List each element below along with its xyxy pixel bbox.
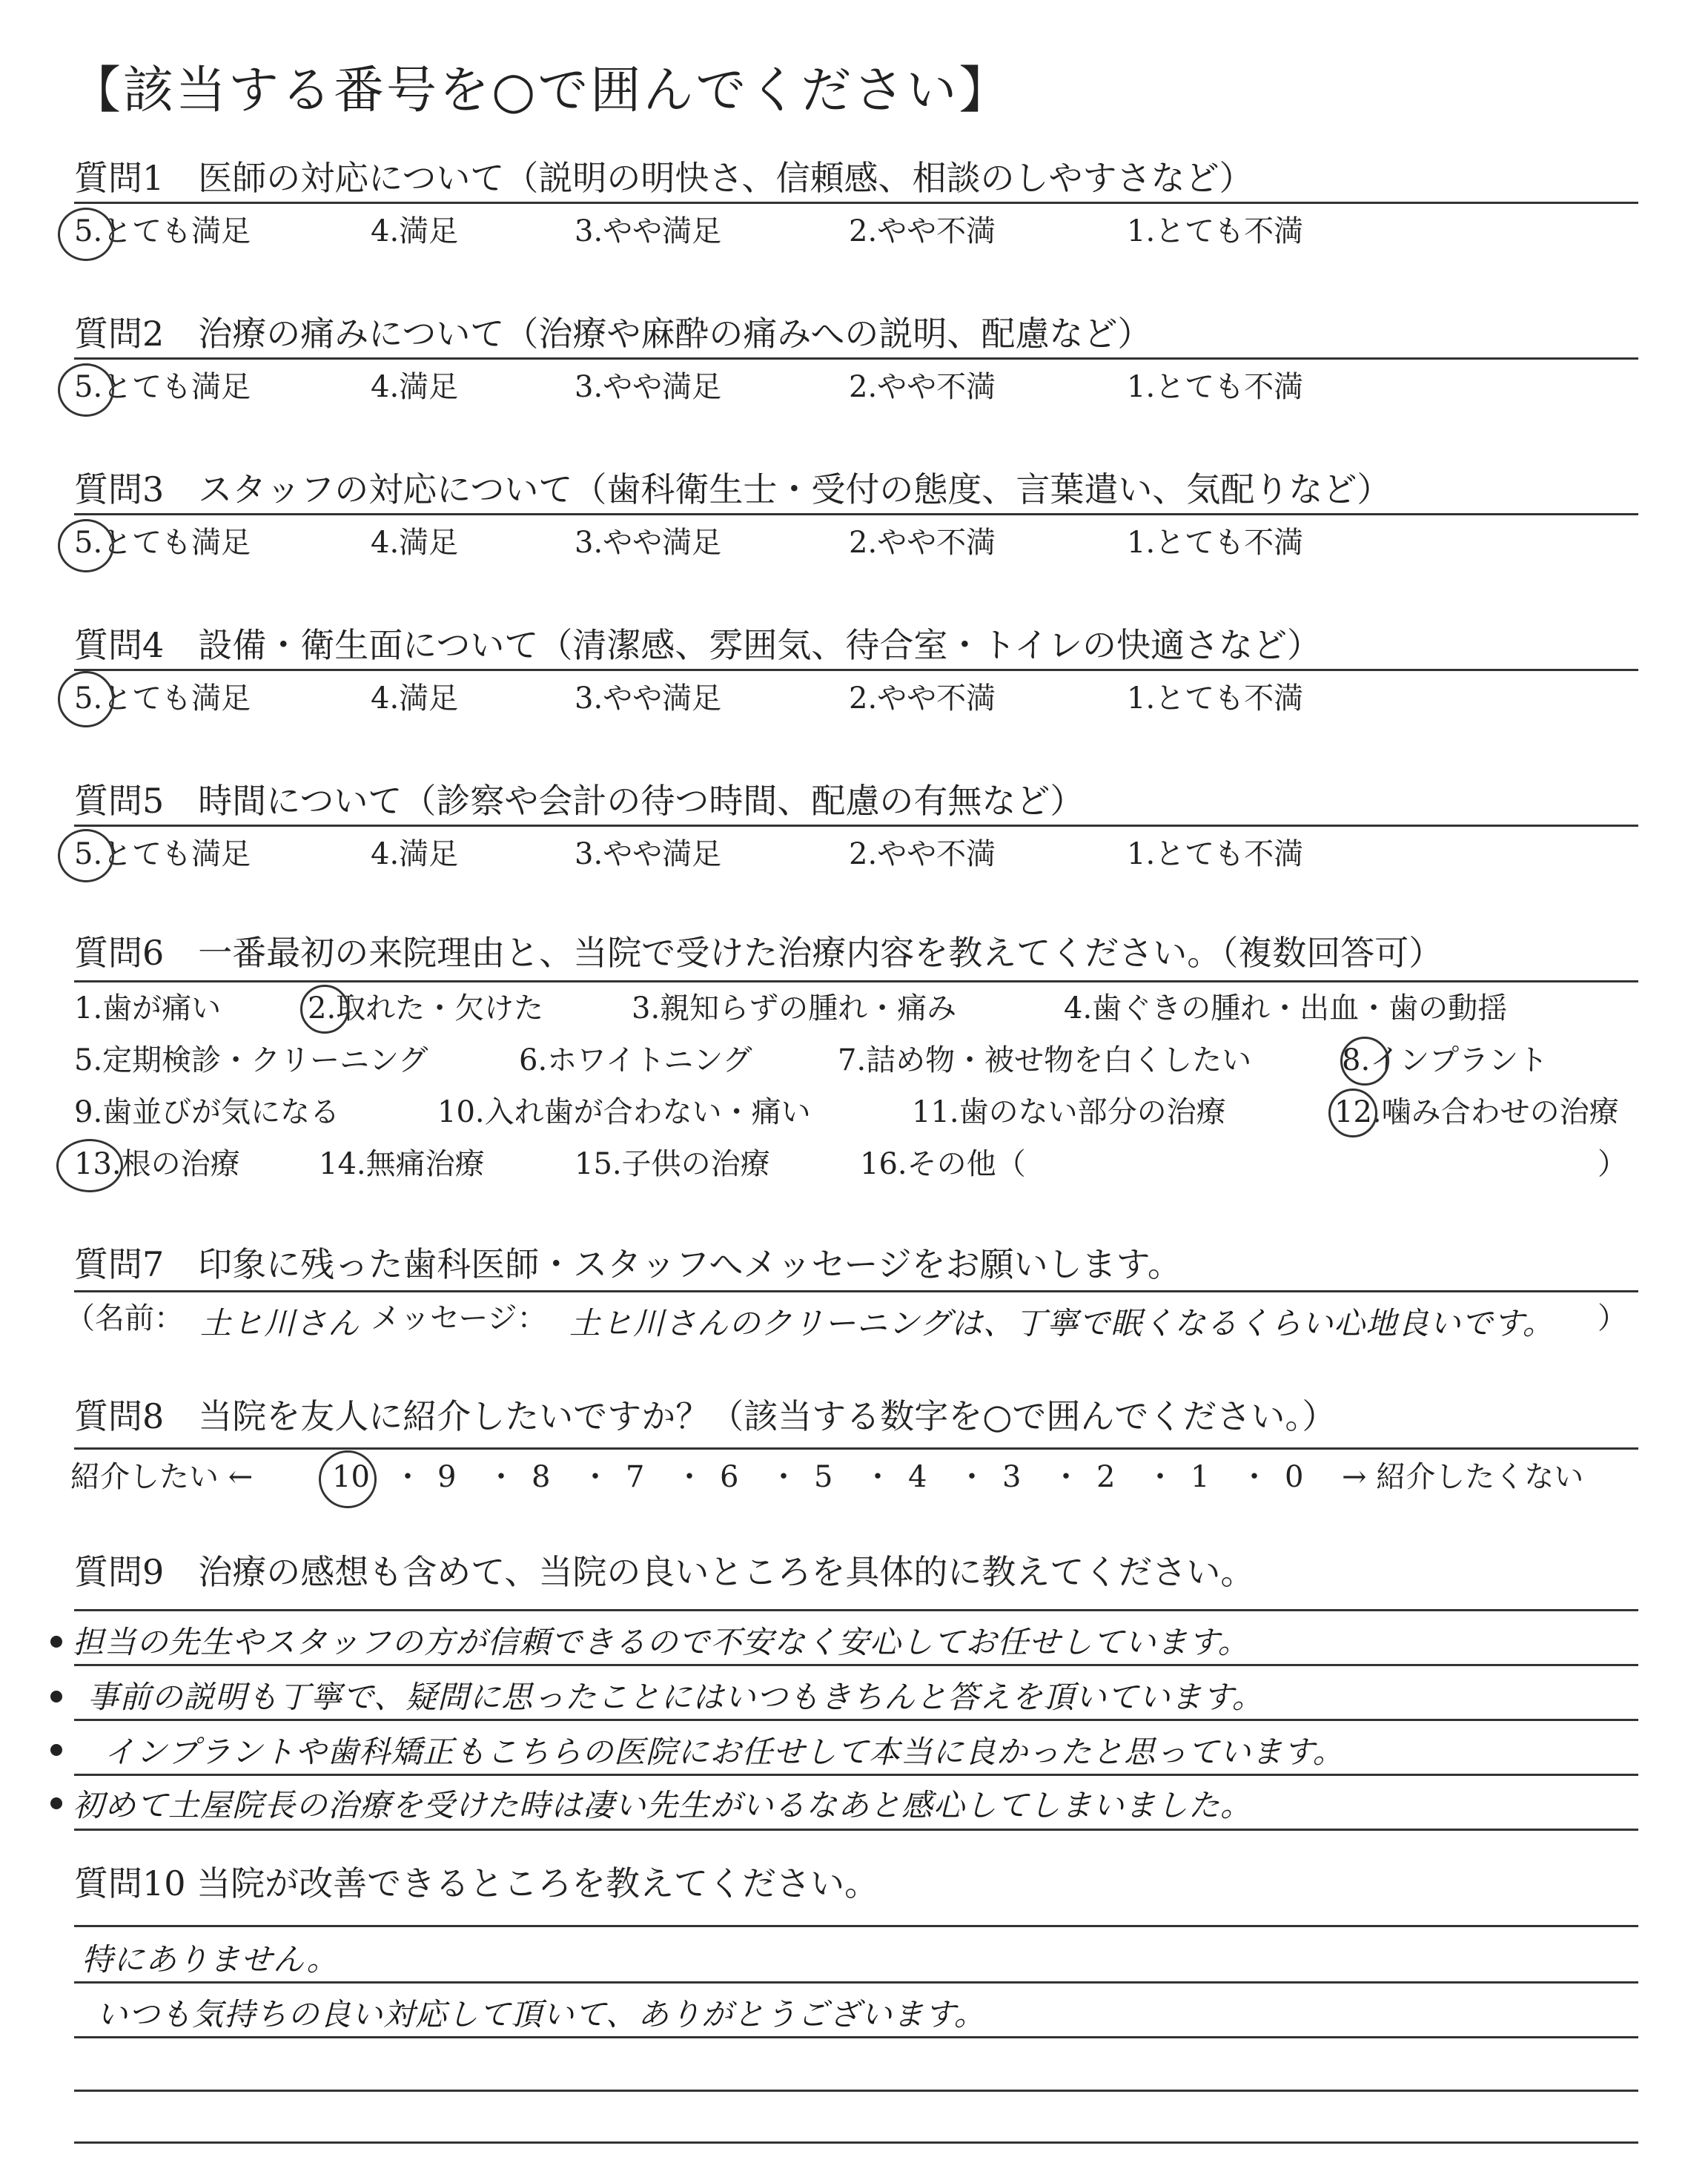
question-4 xyxy=(74,623,1638,667)
name-label: （名前： xyxy=(65,1301,184,1335)
option-5[interactable]: 5.とても満足 xyxy=(74,370,251,404)
option-implant[interactable]: 8.インプラント xyxy=(1342,1043,1549,1077)
answer-line xyxy=(74,1774,1638,1776)
name-value[interactable]: 土ヒ川さん xyxy=(200,1305,360,1341)
divider xyxy=(74,825,1638,827)
scale-dot: ・ xyxy=(957,1460,987,1494)
scale-10[interactable]: 10 xyxy=(332,1460,370,1494)
answer-line xyxy=(74,1609,1638,1611)
question-title: 質問6 一番最初の来院理由と、当院で受けた治療内容を教えてください。（複数回答可） xyxy=(74,933,1443,973)
selection-circle xyxy=(56,1139,123,1192)
option-checkup-cleaning[interactable]: 5.定期検診・クリーニング xyxy=(74,1043,428,1077)
option-3[interactable]: 3.やや満足 xyxy=(575,837,722,871)
question-8 xyxy=(74,1394,1638,1439)
options-row xyxy=(74,832,1638,876)
q6-row-4 xyxy=(74,1142,1638,1186)
question-5 xyxy=(74,779,1638,823)
question-title: 質問4 設備・衛生面について（清潔感、雰囲気、待合室・トイレの快適さなど） xyxy=(74,625,1322,665)
scale-5[interactable]: 5 xyxy=(814,1460,833,1494)
option-5[interactable]: 5.とても満足 xyxy=(74,526,251,560)
divider xyxy=(74,669,1638,671)
divider xyxy=(74,1290,1638,1292)
scale-left-label: 紹介したい ← xyxy=(70,1460,254,1494)
option-chipped[interactable]: 2.取れた・欠けた xyxy=(308,991,544,1025)
message-label: メッセージ： xyxy=(371,1301,547,1335)
option-2[interactable]: 2.やや不満 xyxy=(849,681,996,716)
option-2[interactable]: 2.やや不満 xyxy=(849,370,996,404)
option-white-fillings[interactable]: 7.詰め物・被せ物を白くしたい xyxy=(838,1043,1252,1077)
selection-circle xyxy=(1340,1037,1389,1086)
question-title: 質問10 当院が改善できるところを教えてください。 xyxy=(74,1863,879,1903)
selection-circle xyxy=(58,363,114,417)
scale-dot: ・ xyxy=(1145,1460,1175,1494)
q9-answer[interactable]: 担当の先生やスタッフの方が信頼できるので不安なく安心してお任せしています。 xyxy=(73,1624,1250,1660)
option-toothache[interactable]: 1.歯が痛い xyxy=(74,991,222,1025)
option-3[interactable]: 3.やや満足 xyxy=(575,214,722,248)
message-close-paren: ） xyxy=(1598,1301,1627,1335)
question-title: 質問5 時間について（診察や会計の待つ時間、配慮の有無など） xyxy=(74,781,1085,821)
option-other[interactable]: 16.その他（ xyxy=(860,1147,1026,1181)
scale-2[interactable]: 2 xyxy=(1096,1460,1116,1494)
scale-9[interactable]: 9 xyxy=(437,1460,457,1494)
option-4[interactable]: 4.満足 xyxy=(371,837,459,871)
q9-answer[interactable]: 事前の説明も丁寧で、疑問に思ったことにはいつもきちんと答えを頂いています。 xyxy=(87,1679,1264,1715)
option-wisdom-tooth[interactable]: 3.親知らずの腫れ・痛み xyxy=(632,991,957,1025)
option-dentures[interactable]: 10.入れ歯が合わない・痛い xyxy=(437,1095,811,1129)
option-painless[interactable]: 14.無痛治療 xyxy=(319,1147,485,1181)
question-1 xyxy=(74,156,1638,200)
scale-3[interactable]: 3 xyxy=(1002,1460,1022,1494)
option-missing-teeth[interactable]: 11.歯のない部分の治療 xyxy=(912,1095,1226,1129)
selection-circle xyxy=(58,671,114,727)
question-title: 質問8 当院を友人に紹介したいですか？（該当する数字を○で囲んでください。） xyxy=(74,1396,1337,1436)
scale-dot: ・ xyxy=(863,1460,893,1494)
option-4[interactable]: 4.満足 xyxy=(371,681,459,716)
selection-circle xyxy=(300,985,349,1034)
option-5[interactable]: 5.とても満足 xyxy=(74,214,251,248)
option-children[interactable]: 15.子供の治療 xyxy=(575,1147,770,1181)
scale-6[interactable]: 6 xyxy=(720,1460,739,1494)
option-1[interactable]: 1.とても不満 xyxy=(1127,681,1304,716)
option-3[interactable]: 3.やや満足 xyxy=(575,681,722,716)
scale-7[interactable]: 7 xyxy=(626,1460,645,1494)
answer-line xyxy=(74,2090,1638,2092)
q7-answer-row xyxy=(65,1296,1638,1341)
scale-dot: ・ xyxy=(675,1460,704,1494)
bullet-icon xyxy=(50,1797,62,1809)
answer-line xyxy=(74,1925,1638,1927)
scale-dot: ・ xyxy=(1051,1460,1081,1494)
selection-circle xyxy=(58,519,114,572)
option-bite[interactable]: 12.噛み合わせの治療 xyxy=(1334,1095,1619,1129)
question-10 xyxy=(74,1861,1638,1906)
options-row xyxy=(74,676,1638,721)
option-5[interactable]: 5.とても満足 xyxy=(74,681,251,716)
option-1[interactable]: 1.とても不満 xyxy=(1127,214,1304,248)
option-root-canal[interactable]: 13.根の治療 xyxy=(74,1147,240,1181)
divider xyxy=(74,980,1638,982)
recommend-scale xyxy=(70,1455,1638,1499)
option-5[interactable]: 5.とても満足 xyxy=(74,837,251,871)
divider xyxy=(74,357,1638,360)
question-7 xyxy=(74,1242,1638,1287)
q10-answer[interactable]: 特にありません。 xyxy=(82,1941,339,1978)
question-9 xyxy=(74,1550,1638,1594)
selection-circle xyxy=(319,1450,377,1508)
q9-answer[interactable]: インプラントや歯科矯正もこちらの医院にお任せして本当に良かったと思っています。 xyxy=(104,1734,1345,1770)
scale-right-label: → 紹介したくない xyxy=(1342,1460,1584,1494)
option-whitening[interactable]: 6.ホワイトニング xyxy=(519,1043,752,1077)
scale-1[interactable]: 1 xyxy=(1191,1460,1210,1494)
q6-row-3 xyxy=(74,1090,1638,1135)
question-title: 質問9 治療の感想も含めて、当院の良いところを具体的に教えてください。 xyxy=(74,1552,1255,1592)
q10-answer[interactable]: いつも気持ちの良い対応して頂いて、ありがとうございます。 xyxy=(96,1996,986,2032)
option-4[interactable]: 4.満足 xyxy=(371,370,459,404)
option-alignment[interactable]: 9.歯並びが気になる xyxy=(74,1095,340,1129)
answer-line xyxy=(74,1981,1638,1984)
bullet-icon xyxy=(50,1744,62,1756)
option-gum-swelling[interactable]: 4.歯ぐきの腫れ・出血・歯の動揺 xyxy=(1064,991,1508,1025)
question-3 xyxy=(74,467,1638,512)
answer-line xyxy=(74,2141,1638,2144)
option-1[interactable]: 1.とても不満 xyxy=(1127,370,1304,404)
question-2 xyxy=(74,311,1638,356)
scale-8[interactable]: 8 xyxy=(532,1460,551,1494)
question-6 xyxy=(74,931,1638,975)
question-title: 質問2 治療の痛みについて（治療や麻酔の痛みへの説明、配慮など） xyxy=(74,314,1152,354)
option-2[interactable]: 2.やや不満 xyxy=(849,526,996,560)
option-4[interactable]: 4.満足 xyxy=(371,526,459,560)
answer-line xyxy=(74,1829,1638,1831)
message-value[interactable]: 土ヒ川さんのクリーニングは、丁寧で眠くなるくらい心地良いです。 xyxy=(569,1305,1555,1341)
question-title: 質問3 スタッフの対応について（歯科衛生士・受付の態度、言葉遣い、気配りなど） xyxy=(74,469,1391,509)
option-3[interactable]: 3.やや満足 xyxy=(575,370,722,404)
options-row xyxy=(74,365,1638,409)
option-4[interactable]: 4.満足 xyxy=(371,214,459,248)
question-title: 質問7 印象に残った歯科医師・スタッフへメッセージをお願いします。 xyxy=(74,1244,1182,1284)
divider xyxy=(74,1447,1638,1450)
option-1[interactable]: 1.とても不満 xyxy=(1127,526,1304,560)
option-2[interactable]: 2.やや不満 xyxy=(849,214,996,248)
q9-answer[interactable]: 初めて土屋院長の治療を受けた時は凄い先生がいるなあと感心してしまいました。 xyxy=(73,1787,1253,1823)
q6-row-2 xyxy=(74,1038,1638,1083)
selection-circle xyxy=(58,208,114,261)
bullet-icon xyxy=(50,1691,62,1702)
selection-circle xyxy=(1328,1089,1377,1137)
option-3[interactable]: 3.やや満足 xyxy=(575,526,722,560)
answer-line xyxy=(74,1719,1638,1721)
selection-circle xyxy=(58,829,114,882)
other-close-paren: ） xyxy=(1598,1147,1627,1181)
scale-dot: ・ xyxy=(1239,1460,1269,1494)
answer-line xyxy=(74,1664,1638,1666)
scale-dot: ・ xyxy=(393,1460,423,1494)
options-row xyxy=(74,209,1638,254)
scale-dot: ・ xyxy=(486,1460,516,1494)
page-heading: 【該当する番号を○で囲んでください】 xyxy=(70,62,1012,120)
option-1[interactable]: 1.とても不満 xyxy=(1127,837,1304,871)
question-title: 質問1 医師の対応について（説明の明快さ、信頼感、相談のしやすさなど） xyxy=(74,158,1254,198)
option-2[interactable]: 2.やや不満 xyxy=(849,837,996,871)
scale-4[interactable]: 4 xyxy=(908,1460,927,1494)
bullet-icon xyxy=(50,1636,62,1648)
divider xyxy=(74,513,1638,515)
divider xyxy=(74,202,1638,204)
scale-dot: ・ xyxy=(769,1460,798,1494)
options-row xyxy=(74,521,1638,565)
scale-dot: ・ xyxy=(580,1460,610,1494)
scale-0[interactable]: 0 xyxy=(1285,1460,1304,1494)
answer-line xyxy=(74,2036,1638,2038)
